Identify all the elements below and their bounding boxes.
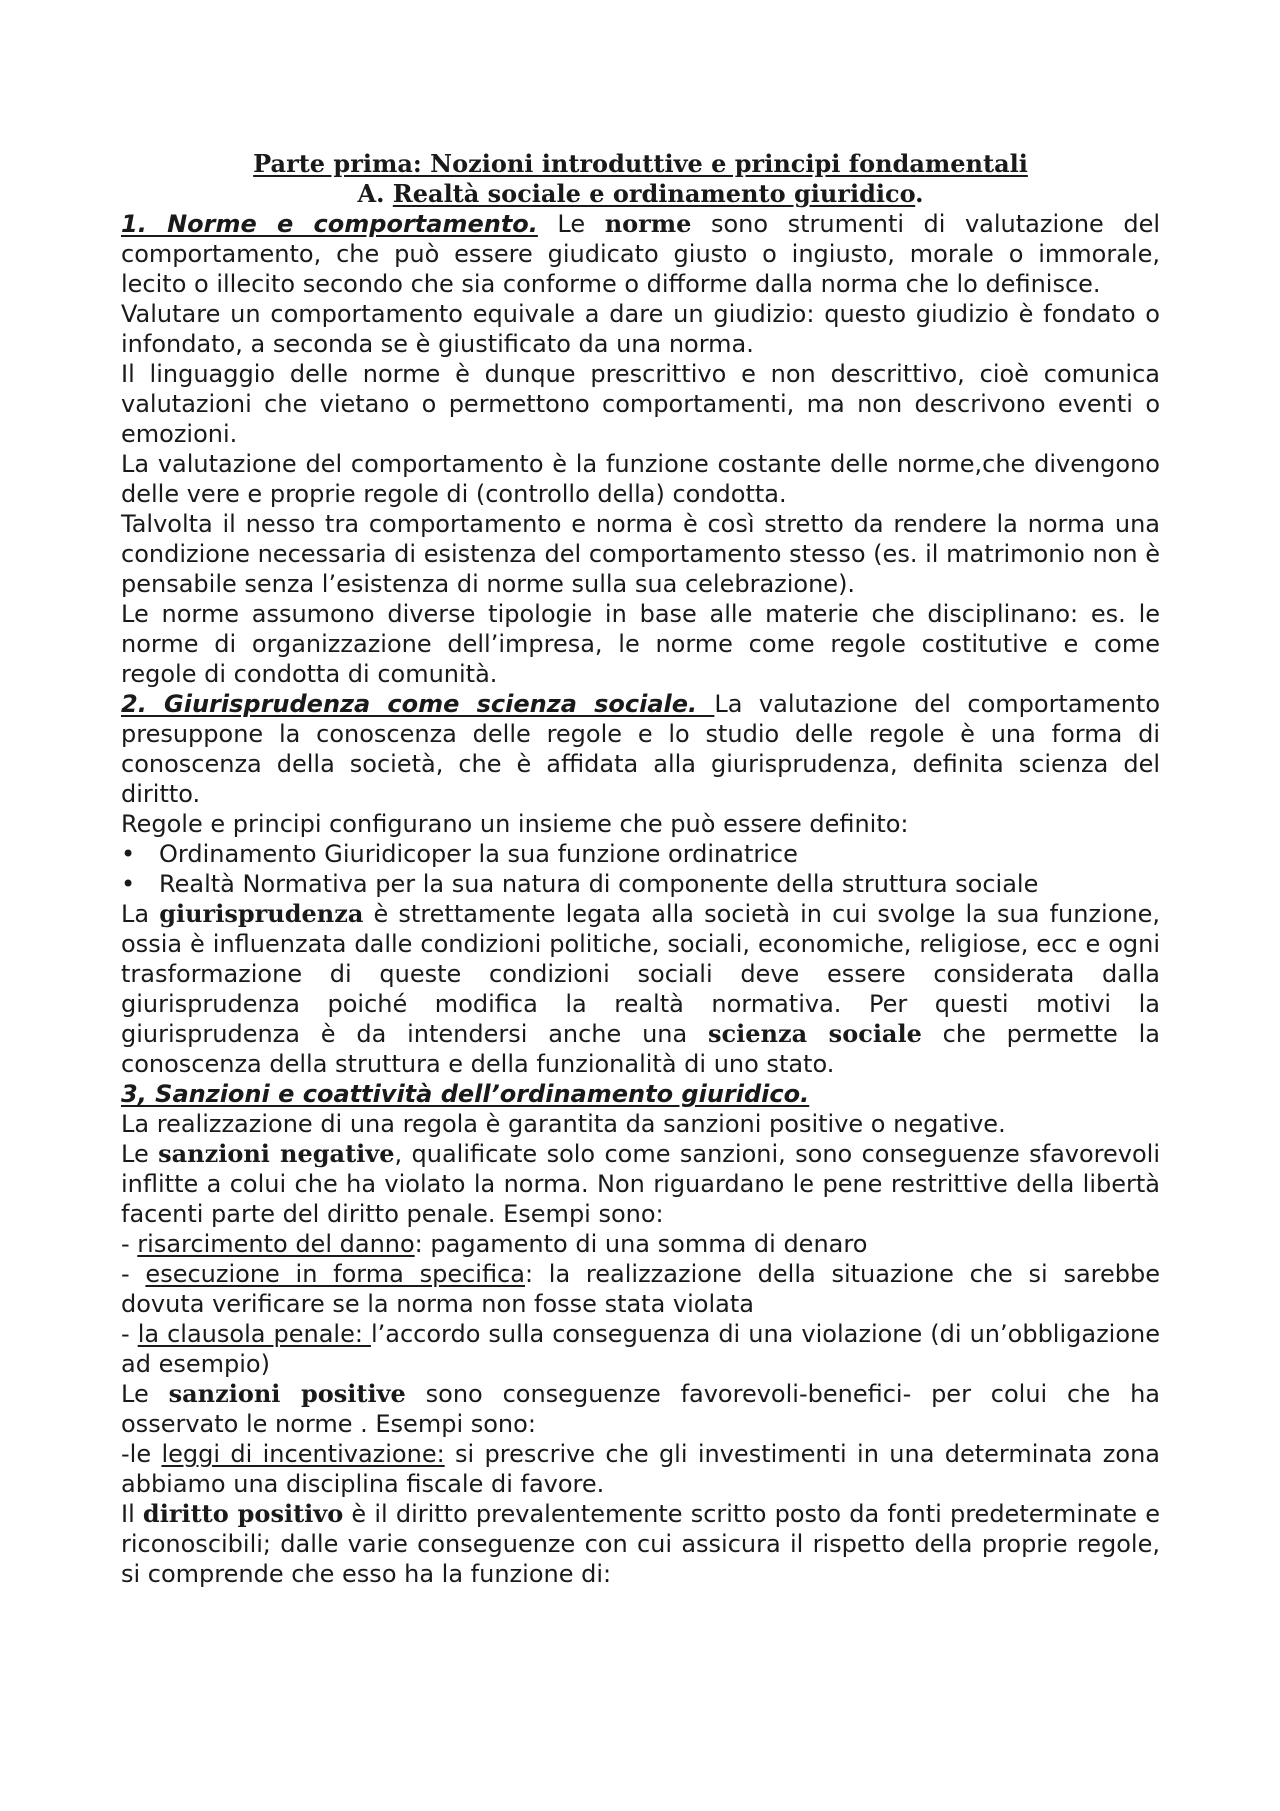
paragraph: Valutare un comportamento equivale a dare un giudizio: questo giudizio è fondato o infondato, a seconda se è giustificato da una norma.: [121, 300, 1160, 358]
list-item: • Ordinamento Giuridicoper la sua funzione ordinatrice: [121, 840, 798, 868]
paragraph: Il linguaggio delle norme è dunque prescrittivo e non descrittivo, cioè comunica valutazioni che vietano o permettono comportamenti, ma non descrivono eventi o emozioni.: [121, 360, 1160, 448]
document-page: [121, 149, 1160, 1589]
document-subtitle: A. Realtà sociale e ordinamento giuridico.: [357, 179, 924, 208]
paragraph: Le sanzioni positive sono conseguenze favorevoli-benefici- per colui che ha osservato le norme . Esempi sono:: [121, 1379, 1160, 1438]
paragraph: La valutazione del comportamento è la funzione costante delle norme,che divengono delle vere e proprie regole di (controllo della) condotta.: [121, 450, 1160, 508]
bullet-icon: •: [121, 840, 136, 868]
paragraph: Le sanzioni negative, qualificate solo come sanzioni, sono conseguenze sfavorevoli inflitte a colui che ha violato la norma. Non riguardano le pene restrittive della libertà facenti parte del diritto penale. Esempi sono:: [121, 1139, 1160, 1228]
section-2-intro: 2. Giurisprudenza come scienza sociale. La valutazione del comportamento presuppone la conoscenza delle regole e lo studio delle regole è una forma di conoscenza della società, che è affidata alla giurisprudenza, definita scienza del diritto.: [121, 690, 1160, 808]
list-item: • Realtà Normativa per la sua natura di componente della struttura sociale: [121, 870, 1039, 898]
paragraph: Il diritto positivo è il diritto prevalentemente scritto posto da fonti predeterminate e riconoscibili; dalle varie conseguenze con cui assicura il rispetto della proprie regole, si comprende che esso ha la funzione di:: [121, 1499, 1161, 1588]
paragraph: La realizzazione di una regola è garantita da sanzioni positive o negative.: [121, 1110, 1006, 1138]
section-3-heading: 3, Sanzioni e coattività dell’ordinamento giuridico.: [121, 1080, 810, 1108]
paragraph: La giurisprudenza è strettamente legata alla società in cui svolge la sua funzione, ossia è influenzata dalle condizioni politiche, sociali, economiche, religiose, ecc e ogni trasformazione di queste condizioni sociali deve essere considerata dalla giurisprudenza poiché modifica la realtà normativa. Per questi motivi la giurisprudenza è da intendersi anche una scienza sociale che permette la conoscenza della struttura e della funzionalità di uno stato.: [121, 899, 1160, 1078]
bullet-icon: •: [121, 870, 136, 898]
document-title: Parte prima: Nozioni introduttive e principi fondamentali: [253, 149, 1028, 178]
example-item: - la clausola penale: l’accordo sulla conseguenza di una violazione (di un’obbligazione ad esempio): [121, 1320, 1161, 1378]
section-2-heading: 2. Giurisprudenza come scienza sociale.: [121, 690, 715, 718]
section-1-heading: 1. Norme e comportamento.: [121, 210, 538, 238]
section-3-heading-line: [121, 1079, 1160, 1109]
example-item: -le leggi di incentivazione: si prescrive che gli investimenti in una determinata zona abbiamo una disciplina fiscale di favore.: [121, 1440, 1161, 1498]
example-item: - risarcimento del danno: pagamento di una somma di denaro: [121, 1230, 868, 1258]
section-1-intro: 1. Norme e comportamento. Le norme sono strumenti di valutazione del comportamento, che può essere giudicato giusto o ingiusto, morale o immorale, lecito o illecito secondo che sia conforme o difforme dalla norma che lo definisce.: [121, 209, 1160, 298]
example-item: - esecuzione in forma specifica: la realizzazione della situazione che si sarebbe dovuta verificare se la norma non fosse stata violata: [121, 1260, 1161, 1318]
paragraph: Talvolta il nesso tra comportamento e norma è così stretto da rendere la norma una condizione necessaria di esistenza del comportamento stesso (es. il matrimonio non è pensabile senza l’esistenza di norme sulla sua celebrazione).: [121, 510, 1160, 598]
paragraph: Le norme assumono diverse tipologie in base alle materie che disciplinano: es. le norme di organizzazione dell’impresa, le norme come regole costitutive e come regole di condotta di comunità.: [121, 600, 1160, 688]
paragraph: Regole e principi configurano un insieme che può essere definito:: [121, 810, 909, 838]
